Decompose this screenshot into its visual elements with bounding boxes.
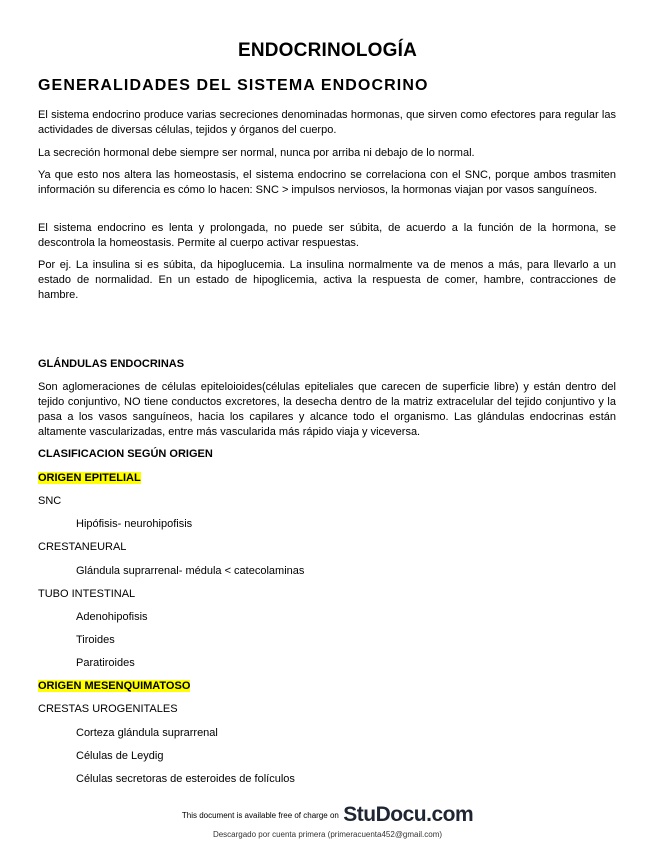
paragraph-1: El sistema endocrino produce varias secreciones denominadas hormonas, que sirven como efectores para regular las actividades de diversas células, tejidos y órganos del cuerpo. [38,109,616,136]
paragraph-2: La secreción hormonal debe siempre ser normal, nunca por arriba ni debajo de lo normal. [38,147,475,159]
paragraph-4: El sistema endocrino es lenta y prolongada, no puede ser súbita, de acuerdo a la función de la hormona, se descontrola la homeostasis. Permite al cuerpo activar respuestas. [38,222,616,249]
highlight-origen-mesenquimatoso: ORIGEN MESENQUIMATOSO [38,680,191,692]
paragraph-glandulas: Son aglomeraciones de células epiteloioides(células epiteliales que carecen de superficie libre) y están dentro del tejido conjuntivo, NO tiene conductos excretores, la desecha dentro de la matriz extracelular del tejido conjuntivo y la pasa a los vasos sanguíneos, hacia los capilares y alcance todo el organismo. Las glándulas endocrinas están altamente vascularizadas, entre más vascularida más rápido viaja y viceversa. [38,381,616,438]
list-item: Adenohipofisis [76,611,148,623]
group-tubo-intestinal: TUBO INTESTINAL [38,588,136,600]
footer-availability [0,803,655,827]
list-item: Glándula suprarrenal- médula < catecolaminas [76,565,305,577]
logo-text: StuDocu [343,803,427,826]
paragraph-5: Por ej. La insulina si es súbita, da hipoglucemia. La insulina normalmente va de menos a más, para llevarlo a un estado de normalidad. En un estado de hipoglicemia, activa la respuesta de comer, hambre, contracciones de hambre. [38,259,616,301]
list-item: Hipófisis- neurohipofisis [76,518,193,530]
studocu-logo[interactable] [343,803,473,826]
list-item: Células secretoras de esteroides de folículos [76,773,295,785]
list-item: Corteza glándula suprarrenal [76,727,218,739]
footer-available-text: This document is available free of charge on [181,811,339,820]
list-item: Paratiroides [76,657,135,669]
section-heading-glandulas: GLÁNDULAS ENDOCRINAS [38,358,185,370]
group-crestas-urogenitales: CRESTAS UROGENITALES [38,703,178,715]
group-snc: SNC [38,495,62,507]
list-item: Células de Leydig [76,750,164,762]
list-item: Tiroides [76,634,115,646]
paragraph-3: Ya que esto nos altera las homeostasis, el sistema endocrino se correlaciona con el SNC, porque ambos trasmiten información su diferencia es cómo lo hacen: SNC > impulsos nerviosos, la hormonas viajan por vasos sanguíneos. [38,169,616,196]
document-title: ENDOCRINOLOGÍA [237,40,418,61]
highlight-origen-epitelial: ORIGEN EPITELIAL [38,472,141,484]
footer-downloaded-by: Descargado por cuenta primera (primeracuenta452@gmail.com) [212,830,443,839]
group-crestaneural: CRESTANEURAL [38,541,127,553]
section-heading-generalidades: GENERALIDADES DEL SISTEMA ENDOCRINO [38,77,429,94]
logo-domain: .com [426,803,474,826]
clasificacion-heading: CLASIFICACION SEGÚN ORIGEN [38,448,213,460]
